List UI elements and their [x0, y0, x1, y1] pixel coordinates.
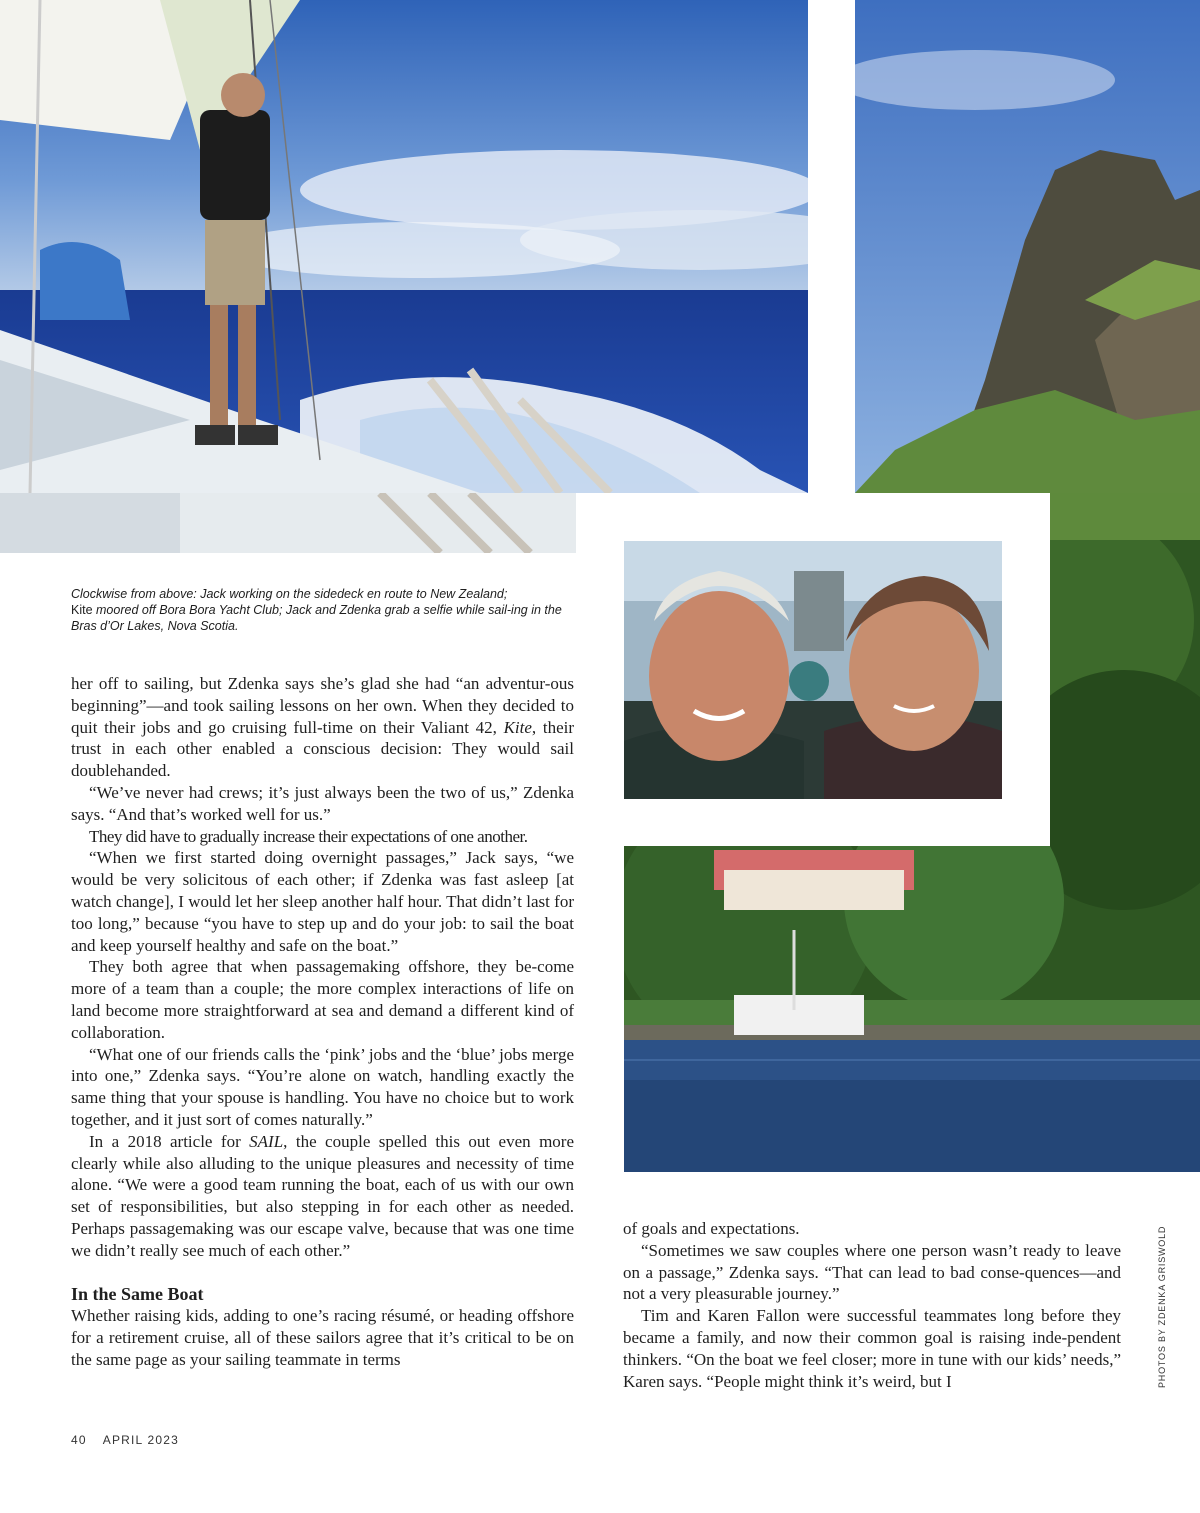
paragraph: They did have to gradually increase their expectations of one another. — [89, 826, 528, 846]
caption-boat-name: Kite — [71, 603, 93, 617]
paragraph: “What one of our friends calls the ‘pink’ jobs and the ‘blue’ jobs merge into one,” Zdenka says. “You’re alone on watch, handling exactly the same thing that your spouse is handling. You have no choice but to work together, and it just sort of comes naturally.” — [71, 1044, 574, 1129]
magazine-name: SAIL — [249, 1131, 284, 1151]
boat-name: Kite — [503, 717, 532, 737]
page-footer — [71, 1433, 195, 1447]
paragraph: of goals and expectations. — [623, 1219, 800, 1238]
photo-mountain-peak-lower — [1050, 493, 1200, 540]
paragraph-text: In a 2018 article for — [89, 1131, 250, 1151]
paragraph — [71, 673, 574, 782]
photo-caption — [71, 586, 576, 634]
paragraph-text: , the couple spelled this out even more clearly while also alluding to the unique pleasures and necessity of time alone. “We were a good team running the boat, each of us with our own set of responsibilities, but also stepping in for each other as needed. Perhaps passagemaking was our escape valve, because that was one time we didn’t really see much of each other.” — [71, 1131, 574, 1260]
article-column-right — [623, 1218, 1121, 1392]
paragraph: “When we first started doing overnight passages,” Jack says, “we would be very solicitous of each other; if Zdenka was fast asleep [at watch change], I would let her sleep another half hour. That didn’t last for too long,” because “you have to step up and do your job: to sail the boat and keep yourself healthy and safe on the boat.” — [71, 848, 574, 955]
issue-date: APRIL 2023 — [102, 1433, 180, 1447]
paragraph: Tim and Karen Fallon were successful teammates long before they became a family, and now their common goal is raising inde-pendent thinkers. “On the boat we feel closer; more in tune with our kids’ needs,” Karen says. “People might think it’s weird, but I — [623, 1306, 1121, 1391]
caption-text-2: moored off Bora Bora Yacht Club; Jack and Zdenka grab a selfie while sail-ing in the Bras d’Or Lakes, Nova Scotia. — [71, 603, 562, 633]
paragraph — [71, 1131, 574, 1262]
photo-sailing-sidedeck-lower — [0, 493, 576, 553]
section-heading: In the Same Boat — [71, 1283, 204, 1304]
photo-mountain-peak — [855, 0, 1200, 493]
paragraph: “We’ve never had crews; it’s just always been the two of us,” Zdenka says. “And that’s worked well for us.” — [71, 782, 574, 824]
paragraph: “Sometimes we saw couples where one person wasn’t ready to leave on a passage,” Zdenka says. “That can lead to bad conse-quences—and not a very pleasurable journey.” — [623, 1240, 1121, 1304]
article-column-left — [71, 673, 574, 1371]
photo-sailing-sidedeck — [0, 0, 808, 493]
page-number: 40 — [71, 1433, 87, 1447]
photo-credit: PHOTOS BY ZDENKA GRISWOLD — [1157, 1225, 1167, 1388]
paragraph: Whether raising kids, adding to one’s racing résumé, or heading offshore for a retirement cruise, all of these sailors agree that it’s critical to be on the same page as your sailing teammate in terms — [71, 1306, 574, 1369]
paragraph-text: her off to sailing, but Zdenka says she’s glad she had “an adventur-ous beginning”—and took sailing lessons on her own. When they decided to quit their jobs and go cruising full-time on their Valiant 42, — [71, 674, 574, 737]
paragraph: They both agree that when passagemaking offshore, they be-come more of a team than a couple; the more complex interactions of life on land become more straightforward at sea and demand a different kind of collaboration. — [71, 957, 574, 1042]
photo-selfie-couple — [624, 541, 1002, 799]
paragraph-text: , their trust in each other enabled a conscious decision: They would sail doublehanded. — [71, 717, 574, 781]
caption-text-1: Clockwise from above: Jack working on the sidedeck en route to New Zealand; — [71, 587, 508, 601]
